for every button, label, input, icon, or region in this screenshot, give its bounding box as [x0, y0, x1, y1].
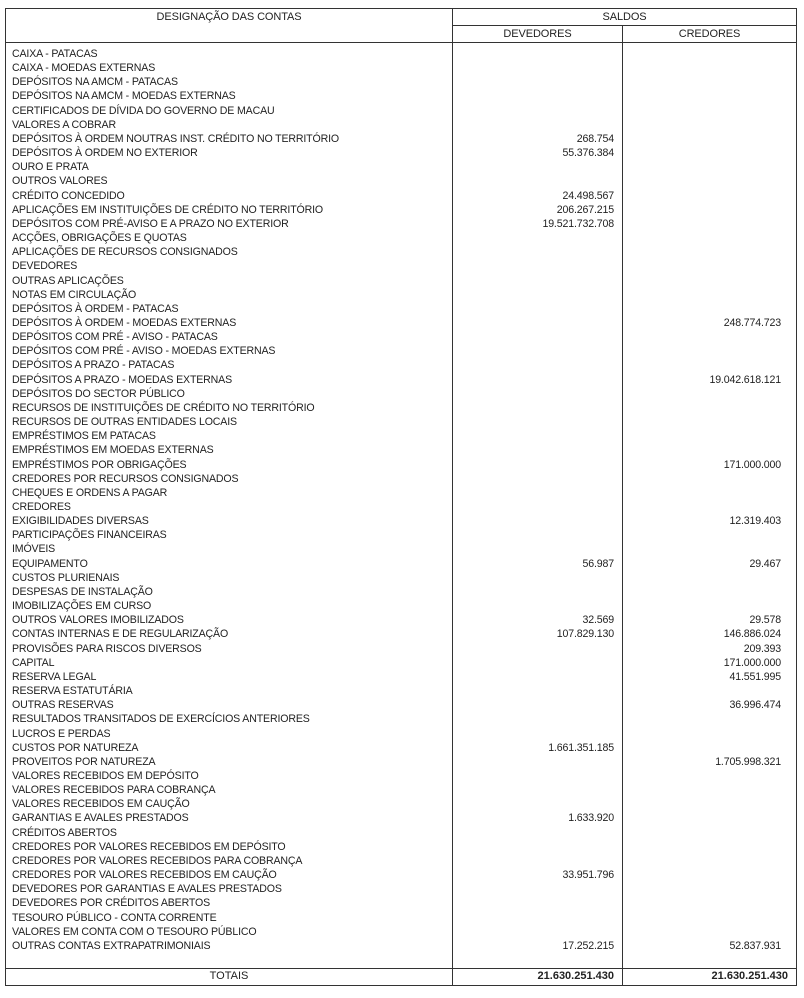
- table-row: [6, 231, 796, 245]
- credores-value: 171.000.000: [723, 656, 781, 669]
- header-credores: CREDORES: [678, 28, 741, 40]
- table-row: [6, 613, 796, 627]
- table-row: [6, 826, 796, 840]
- account-name: CREDORES POR VALORES RECEBIDOS EM DEPÓSITO: [12, 840, 286, 853]
- table-row: [6, 104, 796, 118]
- account-name: CREDORES: [12, 501, 71, 513]
- account-name: DEPÓSITOS NA AMCM - PATACAS: [12, 76, 178, 89]
- table-row: [6, 911, 796, 925]
- table-row: [6, 811, 796, 825]
- table-row: [6, 840, 796, 854]
- credores-value: 41.551.995: [729, 670, 781, 683]
- account-name: VALORES EM CONTA COM O TESOURO PÚBLICO: [12, 925, 257, 938]
- table-row: [6, 415, 796, 429]
- totals-label: TOTAIS: [209, 970, 249, 982]
- account-name: VALORES RECEBIDOS PARA COBRANÇA: [12, 784, 216, 797]
- account-name: DEPÓSITOS COM PRÉ - AVISO - PATACAS: [12, 331, 218, 344]
- account-name: CAIXA - MOEDAS EXTERNAS: [12, 62, 156, 75]
- account-name: CAIXA - PATACAS: [12, 48, 98, 60]
- table-row: [6, 429, 796, 443]
- table-row: [6, 585, 796, 599]
- table-row: [6, 89, 796, 103]
- header-divider: [452, 25, 796, 26]
- account-name: RECURSOS DE OUTRAS ENTIDADES LOCAIS: [12, 416, 237, 429]
- balance-table: [5, 8, 797, 986]
- devedores-value: 1.661.351.185: [548, 741, 614, 754]
- account-name: DEPÓSITOS À ORDEM - MOEDAS EXTERNAS: [12, 316, 237, 329]
- account-name: CREDORES POR RECURSOS CONSIGNADOS: [12, 472, 239, 485]
- account-name: OUTROS VALORES: [12, 175, 108, 188]
- table-row: [6, 712, 796, 726]
- account-name: EXIGIBILIDADES DIVERSAS: [12, 515, 149, 528]
- header-saldos: SALDOS: [602, 11, 647, 23]
- table-row: [6, 302, 796, 316]
- account-name: CREDORES POR VALORES RECEBIDOS PARA COBRANÇA: [12, 854, 303, 867]
- devedores-value: 268.754: [576, 132, 614, 145]
- account-name: CRÉDITOS ABERTOS: [12, 826, 117, 839]
- devedores-value: 32.569: [582, 614, 614, 627]
- table-row: [6, 486, 796, 500]
- credores-value: 29.467: [749, 557, 781, 570]
- table-row: [6, 642, 796, 656]
- table-row: [6, 797, 796, 811]
- account-name: EMPRÉSTIMOS EM PATACAS: [12, 430, 156, 443]
- devedores-value: 56.987: [582, 557, 614, 570]
- table-row: [6, 783, 796, 797]
- account-name: VALORES A COBRAR: [12, 118, 116, 131]
- table-row: [6, 401, 796, 415]
- account-name: DEVEDORES: [12, 260, 78, 273]
- credores-value: 209.393: [743, 642, 781, 655]
- account-name: IMÓVEIS: [12, 543, 56, 556]
- account-name: CUSTOS PLURIENAIS: [12, 571, 120, 584]
- account-name: DEPÓSITOS A PRAZO - MOEDAS EXTERNAS: [12, 373, 233, 386]
- devedores-value: 19.521.732.708: [542, 217, 614, 230]
- account-name: VALORES RECEBIDOS EM DEPÓSITO: [12, 769, 199, 782]
- account-name: DEPÓSITOS COM PRÉ-AVISO E A PRAZO NO EXTERIOR: [12, 217, 289, 230]
- account-name: OUTRAS RESERVAS: [12, 699, 114, 712]
- table-row: [6, 61, 796, 75]
- table-row: [6, 217, 796, 231]
- devedores-value: 17.252.215: [562, 939, 614, 952]
- table-row: [6, 854, 796, 868]
- header-designacao: DESIGNAÇÃO DAS CONTAS: [156, 11, 302, 23]
- credores-value: 52.837.931: [729, 939, 781, 952]
- table-row: [6, 571, 796, 585]
- credores-value: 29.578: [749, 614, 781, 627]
- credores-value: 171.000.000: [723, 458, 781, 471]
- account-name: CREDORES POR VALORES RECEBIDOS EM CAUÇÃO: [12, 869, 277, 882]
- table-row: [6, 387, 796, 401]
- account-name: DEPÓSITOS COM PRÉ - AVISO - MOEDAS EXTERNAS: [12, 345, 276, 358]
- account-name: RESERVA ESTATUTÁRIA: [12, 685, 133, 698]
- devedores-value: 33.951.796: [562, 869, 614, 882]
- account-name: PARTICIPAÇÕES FINANCEIRAS: [12, 529, 167, 542]
- account-name: DEVEDORES POR CRÉDITOS ABERTOS: [12, 897, 211, 910]
- table-row: [6, 627, 796, 641]
- table-row: [6, 245, 796, 259]
- account-name: DEPÓSITOS À ORDEM NOUTRAS INST. CRÉDITO NO TERRITÓRIO: [12, 132, 339, 145]
- account-name: CERTIFICADOS DE DÍVIDA DO GOVERNO DE MACAU: [12, 104, 275, 117]
- account-name: CONTAS INTERNAS E DE REGULARIZAÇÃO: [12, 628, 229, 641]
- account-name: PROVISÕES PARA RISCOS DIVERSOS: [12, 642, 202, 655]
- table-row: [6, 925, 796, 939]
- table-row: [6, 882, 796, 896]
- table-row: [6, 599, 796, 613]
- table-row: [6, 939, 796, 953]
- table-row: [6, 769, 796, 783]
- table-row: [6, 684, 796, 698]
- table-row: [6, 514, 796, 528]
- table-row: [6, 458, 796, 472]
- account-name: VALORES RECEBIDOS EM CAUÇÃO: [12, 798, 190, 811]
- totals-devedores: 21.630.251.430: [537, 970, 614, 982]
- table-row: [6, 528, 796, 542]
- credores-value: 12.319.403: [729, 515, 781, 528]
- account-name: APLICAÇÕES EM INSTITUIÇÕES DE CRÉDITO NO TERRITÓRIO: [12, 203, 323, 216]
- table-row: [6, 47, 796, 61]
- table-row: [6, 373, 796, 387]
- devedores-value: 55.376.384: [562, 147, 614, 160]
- account-name: CHEQUES E ORDENS A PAGAR: [12, 486, 168, 499]
- table-row: [6, 868, 796, 882]
- table-row: [6, 358, 796, 372]
- devedores-value: 1.633.920: [568, 812, 614, 825]
- account-name: PROVEITOS POR NATUREZA: [12, 755, 156, 768]
- table-row: [6, 189, 796, 203]
- table-row: [6, 118, 796, 132]
- account-name: CUSTOS POR NATUREZA: [12, 741, 139, 754]
- header-devedores: DEVEDORES: [503, 28, 572, 40]
- credores-value: 1.705.998.321: [715, 755, 781, 768]
- table-row: [6, 274, 796, 288]
- table-body: [6, 47, 796, 953]
- table-row: [6, 727, 796, 741]
- table-row: [6, 670, 796, 684]
- table-row: [6, 132, 796, 146]
- account-name: EMPRÉSTIMOS EM MOEDAS EXTERNAS: [12, 444, 214, 457]
- account-name: DEVEDORES POR GARANTIAS E AVALES PRESTADOS: [12, 883, 282, 896]
- table-row: [6, 160, 796, 174]
- account-name: DESPESAS DE INSTALAÇÃO: [12, 585, 153, 598]
- table-row: [6, 288, 796, 302]
- account-name: CAPITAL: [12, 656, 55, 669]
- credores-value: 19.042.618.121: [709, 373, 781, 386]
- devedores-value: 24.498.567: [562, 189, 614, 202]
- table-row: [6, 698, 796, 712]
- credores-value: 248.774.723: [723, 316, 781, 329]
- devedores-value: 206.267.215: [556, 203, 614, 216]
- table-row: [6, 330, 796, 344]
- account-name: CRÉDITO CONCEDIDO: [12, 189, 125, 202]
- account-name: DEPÓSITOS NA AMCM - MOEDAS EXTERNAS: [12, 90, 236, 103]
- credores-value: 36.996.474: [729, 699, 781, 712]
- totals-credores: 21.630.251.430: [711, 970, 788, 982]
- table-row: [6, 656, 796, 670]
- table-row: [6, 472, 796, 486]
- table-row: [6, 443, 796, 457]
- table-row: [6, 174, 796, 188]
- account-name: TESOURO PÚBLICO - CONTA CORRENTE: [12, 911, 217, 924]
- table-row: [6, 542, 796, 556]
- account-name: RECURSOS DE INSTITUIÇÕES DE CRÉDITO NO TERRITÓRIO: [12, 401, 315, 414]
- account-name: OUTRAS APLICAÇÕES: [12, 274, 124, 287]
- table-row: [6, 557, 796, 571]
- table-row: [6, 75, 796, 89]
- account-name: OURO E PRATA: [12, 161, 89, 174]
- header-bottom-line: [6, 42, 796, 43]
- account-name: OUTROS VALORES IMOBILIZADOS: [12, 614, 184, 627]
- account-name: OUTRAS CONTAS EXTRAPATRIMONIAIS: [12, 939, 211, 952]
- credores-value: 146.886.024: [723, 628, 781, 641]
- account-name: DEPÓSITOS DO SECTOR PÚBLICO: [12, 387, 185, 400]
- table-row: [6, 344, 796, 358]
- account-name: EQUIPAMENTO: [12, 557, 88, 570]
- account-name: RESERVA LEGAL: [12, 670, 97, 683]
- table-row: [6, 146, 796, 160]
- table-row: [6, 259, 796, 273]
- account-name: ACÇÕES, OBRIGAÇÕES E QUOTAS: [12, 232, 187, 245]
- table-row: [6, 203, 796, 217]
- account-name: APLICAÇÕES DE RECURSOS CONSIGNADOS: [12, 246, 238, 259]
- table-row: [6, 500, 796, 514]
- account-name: NOTAS EM CIRCULAÇÃO: [12, 288, 137, 301]
- account-name: DEPÓSITOS A PRAZO - PATACAS: [12, 359, 175, 372]
- account-name: GARANTIAS E AVALES PRESTADOS: [12, 812, 189, 825]
- account-name: DEPÓSITOS À ORDEM - PATACAS: [12, 302, 179, 315]
- table-row: [6, 741, 796, 755]
- account-name: EMPRÉSTIMOS POR OBRIGAÇÕES: [12, 458, 187, 471]
- account-name: DEPÓSITOS À ORDEM NO EXTERIOR: [12, 147, 198, 160]
- table-row: [6, 316, 796, 330]
- table-row: [6, 896, 796, 910]
- account-name: RESULTADOS TRANSITADOS DE EXERCÍCIOS ANTERIORES: [12, 713, 310, 726]
- account-name: LUCROS E PERDAS: [12, 727, 111, 740]
- table-row: [6, 755, 796, 769]
- account-name: IMOBILIZAÇÕES EM CURSO: [12, 600, 152, 613]
- devedores-value: 107.829.130: [556, 628, 614, 641]
